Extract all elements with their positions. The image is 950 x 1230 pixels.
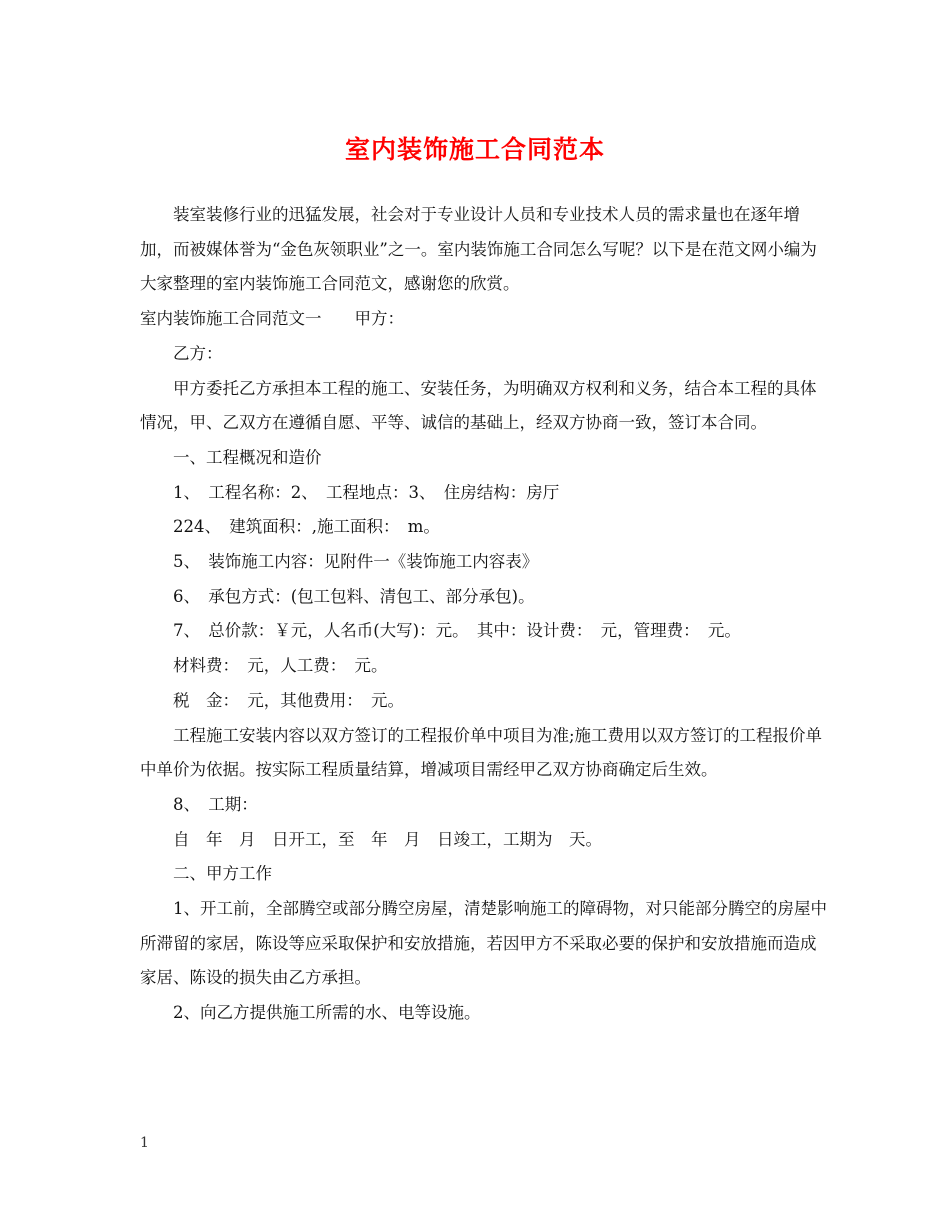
preamble-paragraph: 甲方委托乙方承担本工程的施工、安装任务，为明确双方权利和义务，结合本工程的具体情况，甲、乙双方在遵循自愿、平等、诚信的基础上，经双方协商一致，签订本合同。: [140, 378, 817, 433]
section-heading-party-a: 二、甲方工作: [173, 864, 272, 884]
clause-line: 224、 建筑面积：,施工面积： m。: [173, 517, 440, 537]
party-b-line: 乙方：: [173, 343, 223, 363]
clause-line: 自 年 月 日开工，至 年 月 日竣工，工期为 天。: [173, 829, 602, 849]
pricing-paragraph: 工程施工安装内容以双方签订的工程报价单中项目为准;施工费用以双方签订的工程报价单中单价为依据。按实际工程质量结算，增减项目需经甲乙双方协商确定后生效。: [140, 725, 823, 780]
clause-line: 材料费： 元，人工费： 元。: [173, 656, 388, 676]
document-title: 室内装饰施工合同范本: [344, 135, 605, 164]
section-heading-overview: 一、工程概况和造价: [173, 447, 322, 467]
contract-heading-line: 室内装饰施工合同范文一 甲方：: [140, 309, 404, 329]
clause-line: 税 金： 元，其他费用： 元。: [173, 690, 404, 710]
clause-line: 8、 工期：: [173, 794, 258, 814]
document-body: [140, 198, 830, 1031]
clause-line: 2、向乙方提供施工所需的水、电等设施。: [173, 1003, 481, 1023]
clause-line: 5、 装饰施工内容：见附件一《装饰施工内容表》: [173, 552, 539, 572]
clause-line: 1、 工程名称：2、 工程地点：3、 住房结构：房厅: [173, 482, 560, 502]
clause-paragraph: 1、开工前，全部腾空或部分腾空房屋，清楚影响施工的障碍物，对只能部分腾空的房屋中所滞留的家居，陈设等应采取保护和安放措施，若因甲方不采取必要的保护和安放措施而造成家居、陈设的损失由乙方承担。: [140, 899, 827, 988]
intro-paragraph: 装室装修行业的迅猛发展，社会对于专业设计人员和专业技术人员的需求量也在逐年增加，而被媒体誉为“金色灰领职业”之一。室内装饰施工合同怎么写呢？以下是在范文网小编为大家整理的室内装饰施工合同范文，感谢您的欣赏。: [140, 205, 817, 294]
clause-line: 7、 总价款：￥元，人名币(大写)：元。 其中：设计费： 元，管理费： 元。: [173, 621, 741, 641]
clause-line: 6、 承包方式：(包工包料、清包工、部分承包)。: [173, 586, 535, 606]
page-number: 1: [140, 1135, 149, 1151]
